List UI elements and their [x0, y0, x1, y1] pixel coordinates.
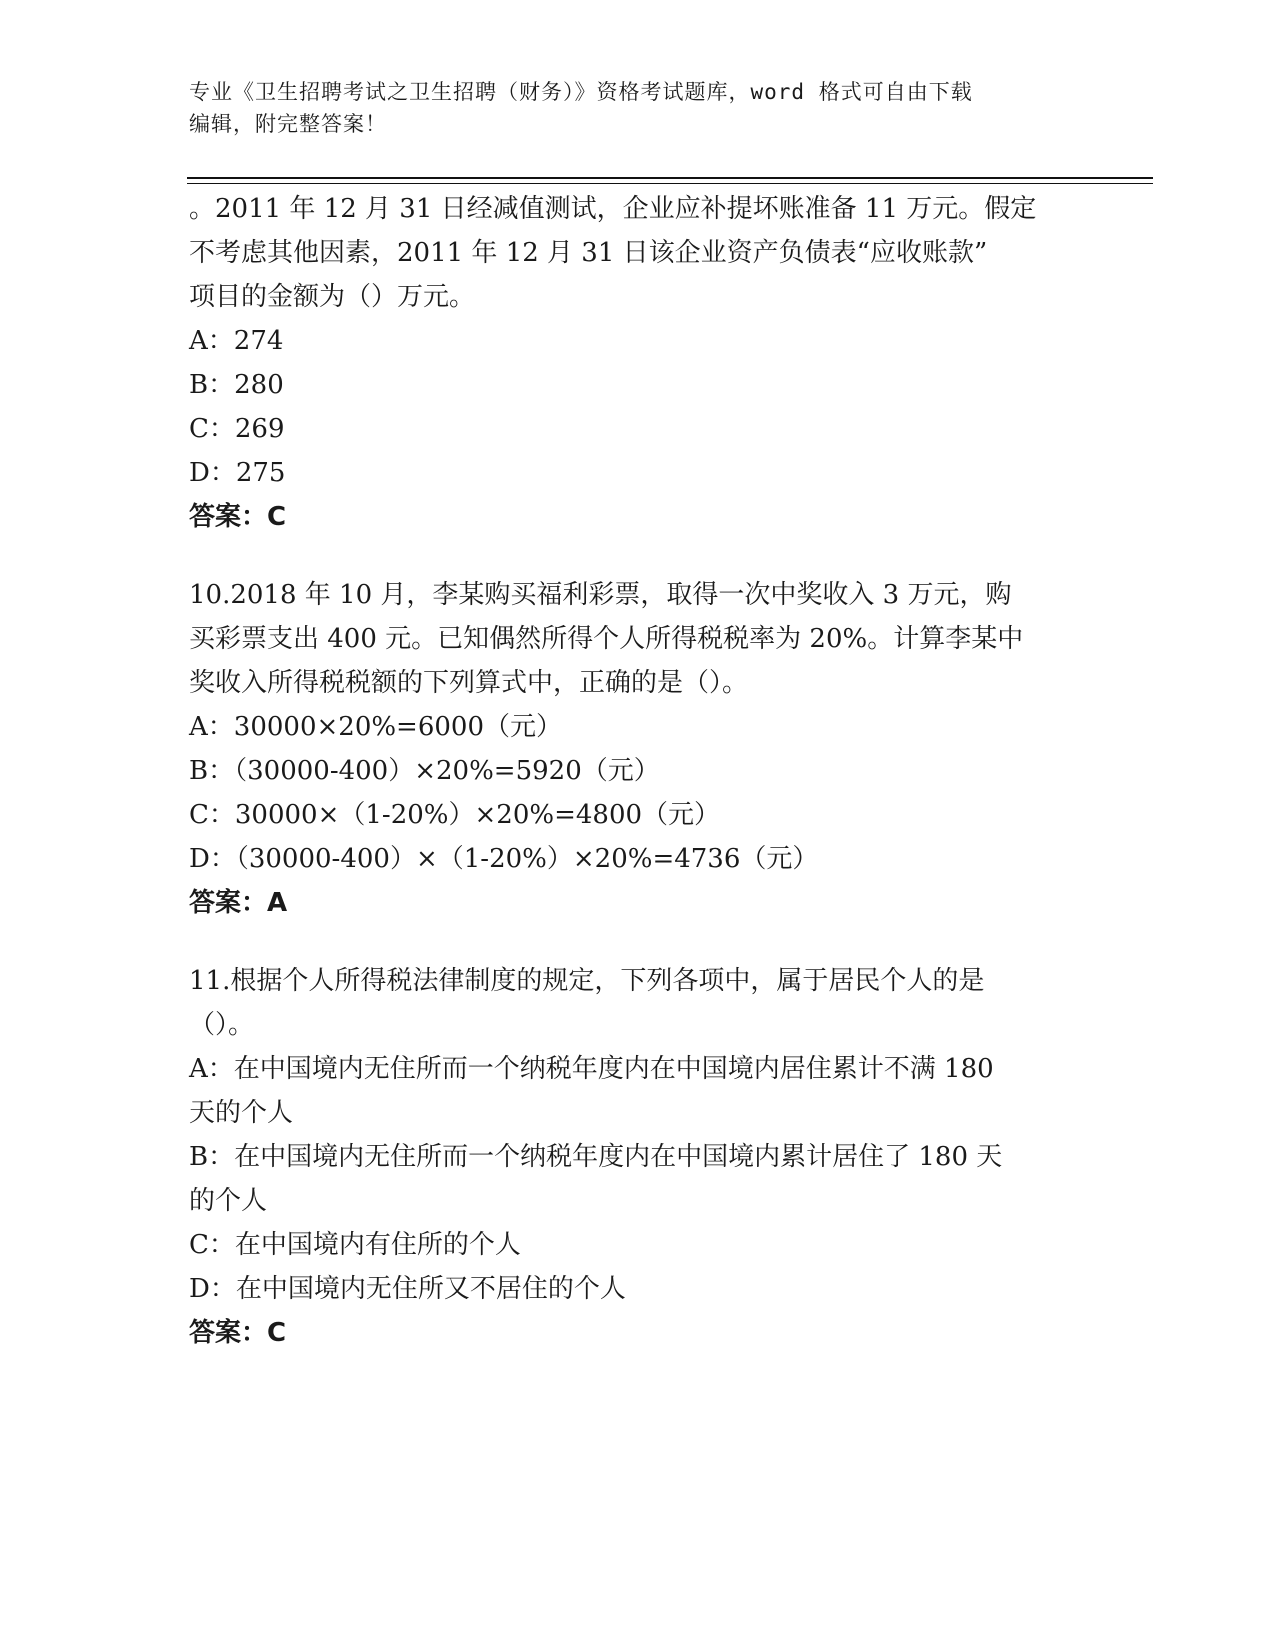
q11-option-a-line-2: 天的个人 — [189, 1098, 294, 1128]
q10-option-b: B：（30000-400）×20%=5920（元） — [189, 756, 660, 786]
header-rule-thin — [187, 183, 1153, 184]
header-rule-thick — [187, 177, 1153, 179]
q11-stem-line-1: 11.根据个人所得税法律制度的规定，下列各项中，属于居民个人的是 — [189, 966, 985, 996]
q11-stem-line-2: （）。 — [189, 1010, 255, 1040]
q9-option-c: C：269 — [189, 414, 285, 444]
header-line-1: 专业《卫生招聘考试之卫生招聘（财务）》资格考试题库，word 格式可自由下载 — [189, 80, 973, 104]
q10-answer: 答案：A — [189, 888, 288, 918]
q11-option-a-line-1: A：在中国境内无住所而一个纳税年度内在中国境内居住累计不满 180 — [189, 1054, 994, 1084]
q11-answer: 答案：C — [189, 1318, 287, 1348]
document-header — [189, 76, 1089, 140]
q11-option-b-line-2: 的个人 — [189, 1186, 268, 1216]
q9-stem-line-3: 项目的金额为（）万元。 — [189, 282, 476, 312]
q11-option-d: D：在中国境内无住所又不居住的个人 — [189, 1274, 626, 1304]
q11-option-c: C：在中国境内有住所的个人 — [189, 1230, 521, 1260]
q10-stem-line-1: 10.2018 年 10 月，李某购买福利彩票，取得一次中奖收入 3 万元，购 — [189, 580, 1012, 610]
q10-stem-line-2: 买彩票支出 400 元。已知偶然所得个人所得税税率为 20%。计算李某中 — [189, 624, 1024, 654]
q9-option-a: A：274 — [189, 326, 284, 356]
q9-stem-line-2: 不考虑其他因素，2011 年 12 月 31 日该企业资产负债表“应收账款” — [189, 238, 988, 268]
q9-stem-line-1: 。2011 年 12 月 31 日经减值测试，企业应补提坏账准备 11 万元。假定 — [189, 194, 1037, 224]
q10-option-d: D：（30000-400）×（1-20%）×20%=4736（元） — [189, 844, 819, 874]
q9-answer: 答案：C — [189, 502, 287, 532]
q11-option-b-line-1: B：在中国境内无住所而一个纳税年度内在中国境内累计居住了 180 天 — [189, 1142, 1003, 1172]
header-line-2: 编辑，附完整答案！ — [189, 112, 387, 136]
q10-option-c: C：30000×（1-20%）×20%=4800（元） — [189, 800, 721, 830]
q10-stem-line-3: 奖收入所得税税额的下列算式中，正确的是（）。 — [189, 668, 749, 698]
q9-option-b: B：280 — [189, 370, 284, 400]
q10-option-a: A：30000×20%=6000（元） — [189, 712, 563, 742]
q9-option-d: D：275 — [189, 458, 286, 488]
